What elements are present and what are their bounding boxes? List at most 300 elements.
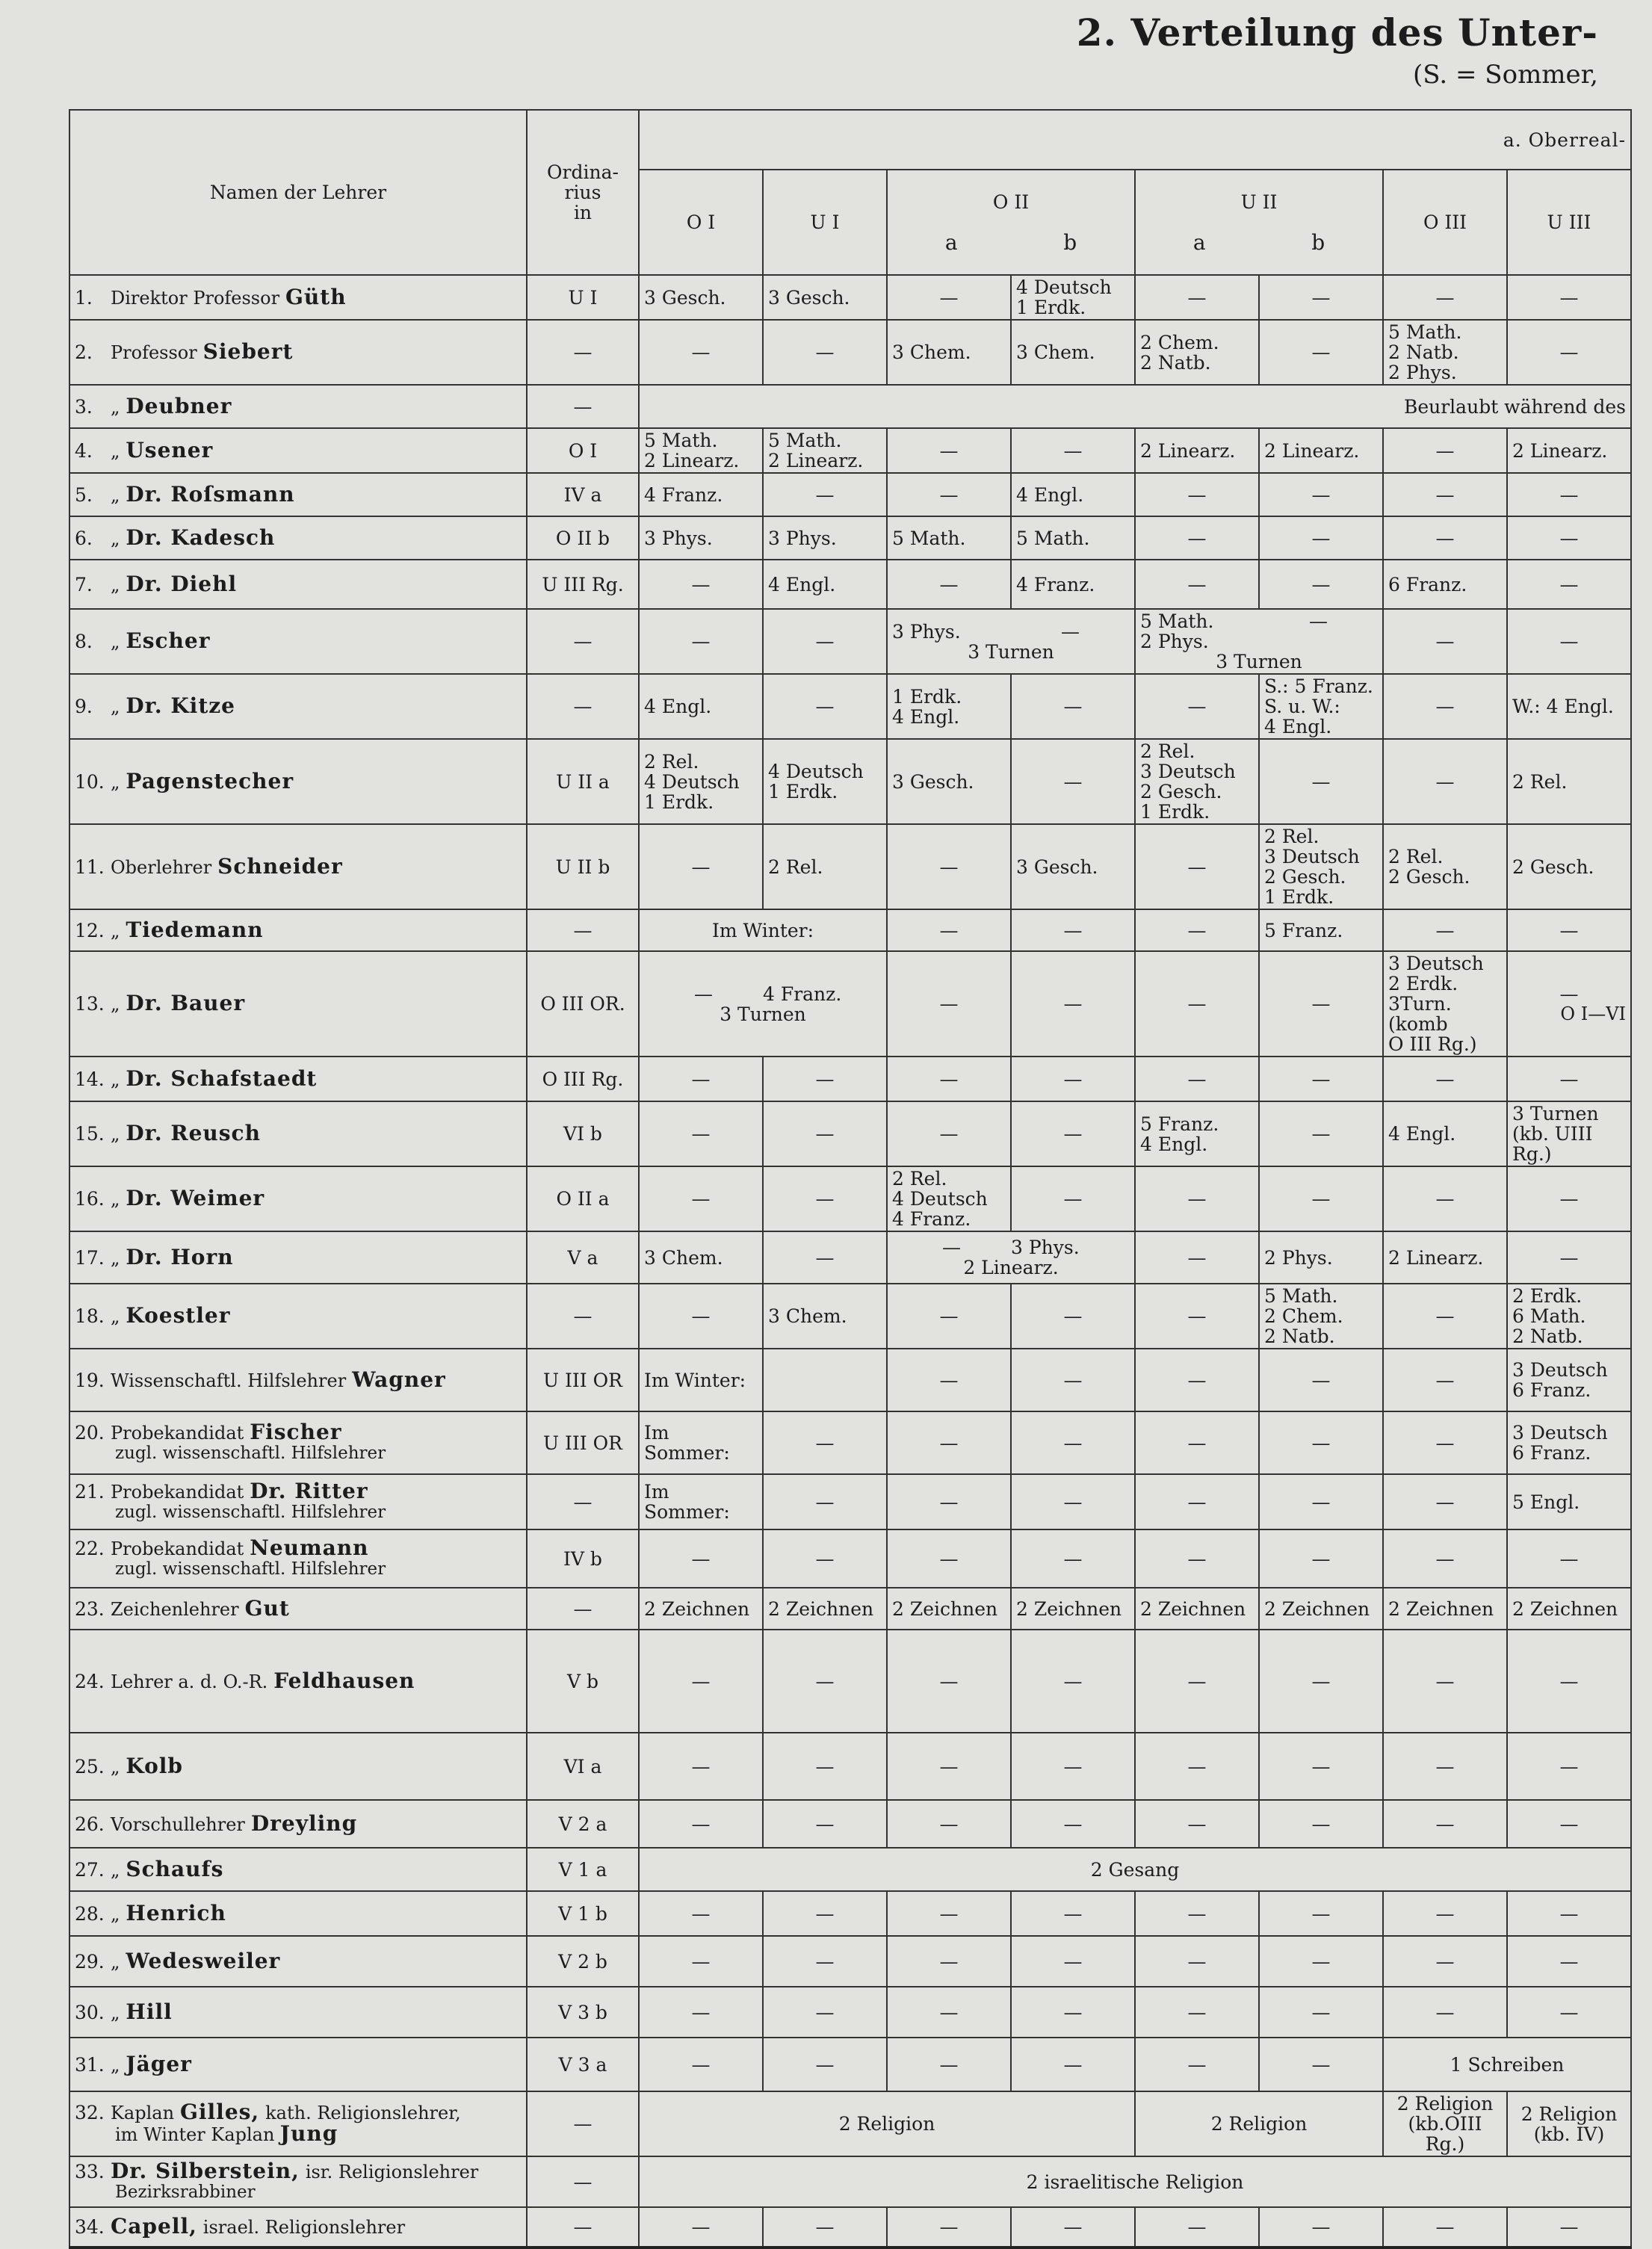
teacher-name-cell bbox=[69, 275, 527, 320]
lesson-cell-uiia: — bbox=[1135, 275, 1259, 320]
lesson-cell-oi: 3 Phys. bbox=[639, 516, 763, 560]
ordinarius-cell: — bbox=[527, 2207, 639, 2248]
teacher-name-cell bbox=[69, 1231, 527, 1284]
lesson-cell-uiib: — bbox=[1259, 951, 1383, 1057]
teacher-name-cell bbox=[69, 560, 527, 609]
lesson-cell-oi: — bbox=[639, 560, 763, 609]
row-number: 25. bbox=[75, 1755, 105, 1778]
lesson-cell-uiib: — bbox=[1259, 1057, 1383, 1101]
teacher-name: Hill bbox=[126, 1999, 173, 2024]
ordinarius-cell: V 2 b bbox=[527, 1936, 639, 1987]
teacher-name: Capell, bbox=[111, 2214, 197, 2239]
lesson-cell-oi: — bbox=[639, 1936, 763, 1987]
lesson-cell-oi: — bbox=[639, 1529, 763, 1588]
header-class-oii bbox=[887, 170, 1135, 275]
lesson-cell-oiii: — bbox=[1383, 1284, 1507, 1349]
row-number: 7. bbox=[75, 573, 93, 595]
header-class-uii bbox=[1135, 170, 1383, 275]
teacher-title: „ bbox=[111, 696, 120, 717]
lesson-cell-uiia: — bbox=[1135, 1411, 1259, 1474]
lesson-cell-oi: 3 Chem. bbox=[639, 1231, 763, 1284]
lesson-cell-oiib: — bbox=[1011, 951, 1135, 1057]
teacher-title: „ bbox=[111, 631, 120, 652]
teacher-title: Professor bbox=[111, 342, 197, 363]
teacher-name: Henrich bbox=[126, 1900, 226, 1925]
teacher-name: Siebert bbox=[202, 339, 294, 364]
lesson-cell-oiii: 4 Engl. bbox=[1383, 1101, 1507, 1166]
lesson-cell-uiii: — bbox=[1507, 560, 1631, 609]
lesson-cell-oiii: — bbox=[1383, 1411, 1507, 1474]
lesson-cell-oiib: — bbox=[1011, 1474, 1135, 1529]
table-row bbox=[69, 739, 1631, 824]
table-row bbox=[69, 2156, 1631, 2207]
teacher-name: Dr. Kitze bbox=[126, 693, 235, 718]
lesson-cell-oiia: — bbox=[887, 1936, 1011, 1987]
header-sub-a: a bbox=[944, 230, 958, 255]
header-ordinarius: Ordina- rius in bbox=[527, 110, 639, 275]
lesson-text: — bbox=[694, 983, 713, 1005]
lesson-cell-ui: 4 Engl. bbox=[763, 560, 887, 609]
lesson-cell-uiia: 2 Linearz. bbox=[1135, 428, 1259, 473]
table-row bbox=[69, 1101, 1631, 1166]
lesson-cell-uiii: 3 Turnen (kb. UIII Rg.) bbox=[1507, 1101, 1631, 1166]
lesson-cell-ui: 4 Deutsch 1 Erdk. bbox=[763, 739, 887, 824]
teacher-name: Feldhausen bbox=[273, 1668, 415, 1693]
teacher-title: „ bbox=[111, 528, 120, 549]
lesson-cell-ui: 3 Gesch. bbox=[763, 275, 887, 320]
lesson-cell-oiib: — bbox=[1011, 1349, 1135, 1411]
lesson-cell-uiii: — bbox=[1507, 1891, 1631, 1936]
ordinarius-cell: VI b bbox=[527, 1101, 639, 1166]
ordinarius-cell: V 1 b bbox=[527, 1891, 639, 1936]
ordinarius-cell: V 1 a bbox=[527, 1848, 639, 1891]
lesson-cell-uiii: — bbox=[1507, 275, 1631, 320]
ordinarius-cell: O I bbox=[527, 428, 639, 473]
lesson-cell-ui: — bbox=[763, 320, 887, 385]
lesson-cell-oiib: 3 Gesch. bbox=[1011, 824, 1135, 909]
lesson-cell-oiii: — bbox=[1383, 473, 1507, 516]
ordinarius-cell: V a bbox=[527, 1231, 639, 1284]
teacher-name-cell bbox=[69, 674, 527, 739]
lesson-cell-uiii: — bbox=[1507, 1733, 1631, 1800]
lesson-cell-oi: — bbox=[639, 1630, 763, 1733]
ordinarius-cell: — bbox=[527, 1588, 639, 1630]
ordinarius-cell: O III OR. bbox=[527, 951, 639, 1057]
row-number: 31. bbox=[75, 2053, 105, 2076]
lesson-cell-oiii: — bbox=[1383, 275, 1507, 320]
lesson-cell-oiib: — bbox=[1011, 674, 1135, 739]
table-row bbox=[69, 2207, 1631, 2248]
page-title: 2. Verteilung des Unter- bbox=[1076, 10, 1598, 55]
teacher-name: Neumann bbox=[250, 1535, 369, 1560]
teacher-name-cell bbox=[69, 909, 527, 951]
lesson-cell-ui: — bbox=[763, 1101, 887, 1166]
row-number: 18. bbox=[75, 1305, 105, 1327]
teacher-role: israel. Religionslehrer bbox=[202, 2217, 406, 2238]
lesson-cell-oiii: — bbox=[1383, 1474, 1507, 1529]
header-class-ui: U I bbox=[763, 170, 887, 275]
lesson-cell-oi: — bbox=[639, 320, 763, 385]
row-number: 16. bbox=[75, 1188, 105, 1210]
teacher-title: „ bbox=[111, 994, 120, 1015]
teacher-subtitle: zugl. wissenschaftl. Hilfslehrer bbox=[115, 1559, 386, 1579]
teacher-name-cell bbox=[69, 1848, 527, 1891]
ordinarius-cell: V 3 a bbox=[527, 2038, 639, 2091]
row-number: 30. bbox=[75, 2001, 105, 2023]
row-number: 11. bbox=[75, 856, 105, 878]
teacher-title: „ bbox=[111, 396, 120, 418]
lesson-cell-uiib: — bbox=[1259, 516, 1383, 560]
lesson-cell-oiii: — bbox=[1383, 674, 1507, 739]
lesson-cell-uiii: — bbox=[1507, 1800, 1631, 1848]
lesson-text: — bbox=[1309, 610, 1328, 632]
lesson-cell-uiia: 2 Zeichnen bbox=[1135, 1588, 1259, 1630]
teacher-title: Probekandidat bbox=[111, 1482, 244, 1503]
lesson-cell-uiii: — bbox=[1507, 320, 1631, 385]
teacher-name-cell bbox=[69, 609, 527, 674]
lesson-cell-oiia: — bbox=[887, 1800, 1011, 1848]
ordinarius-cell: V 2 a bbox=[527, 1800, 639, 1848]
teacher-name: Escher bbox=[126, 628, 211, 653]
lesson-span-cell bbox=[887, 1231, 1135, 1284]
lesson-cell-ui: — bbox=[763, 1231, 887, 1284]
lesson-cell-oiia: — bbox=[887, 1891, 1011, 1936]
lesson-cell-oiii: — bbox=[1383, 1936, 1507, 1987]
lesson-cell-uiia: 2 Chem. 2 Natb. bbox=[1135, 320, 1259, 385]
teacher-name: Dr. Horn bbox=[126, 1244, 234, 1269]
lesson-span-cell: 1 Schreiben bbox=[1383, 2038, 1631, 2091]
row-number: 2. bbox=[75, 341, 93, 363]
lesson-cell-uiia: — bbox=[1135, 1349, 1259, 1411]
lesson-cell-oiib: — bbox=[1011, 909, 1135, 951]
lesson-cell-oi: — bbox=[639, 824, 763, 909]
ordinarius-cell: VI a bbox=[527, 1733, 639, 1800]
lesson-cell-oi: 4 Engl. bbox=[639, 674, 763, 739]
lesson-cell-ui: — bbox=[763, 1529, 887, 1588]
lesson-cell-uiia: — bbox=[1135, 1474, 1259, 1529]
lesson-cell-uiii: 2 Rel. bbox=[1507, 739, 1631, 824]
teacher-name-cell bbox=[69, 1733, 527, 1800]
lesson-cell-oiia: — bbox=[887, 2038, 1011, 2091]
lesson-cell-ui: — bbox=[763, 1987, 887, 2038]
lesson-span-cell bbox=[639, 951, 887, 1057]
lesson-cell-oi: — bbox=[639, 1800, 763, 1848]
teacher-name: Gut bbox=[244, 1595, 290, 1621]
row-number: 17. bbox=[75, 1246, 105, 1269]
ordinarius-cell: O II a bbox=[527, 1166, 639, 1231]
lesson-cell-uiia: — bbox=[1135, 1284, 1259, 1349]
lesson-cell-oiia: — bbox=[887, 1101, 1011, 1166]
lesson-cell-oiia: — bbox=[887, 560, 1011, 609]
header-class-oi: O I bbox=[639, 170, 763, 275]
table-row bbox=[69, 1630, 1631, 1733]
table-row bbox=[69, 2091, 1631, 2156]
lesson-span-cell bbox=[887, 609, 1135, 674]
lesson-cell-oi: — bbox=[639, 1891, 763, 1936]
lesson-cell-uiib: — bbox=[1259, 2207, 1383, 2248]
lesson-cell-oiia: — bbox=[887, 428, 1011, 473]
teacher-name: Schneider bbox=[217, 853, 343, 879]
lesson-cell-uiia: — bbox=[1135, 560, 1259, 609]
lesson-cell-oiib: — bbox=[1011, 1733, 1135, 1800]
lesson-cell-uiib: — bbox=[1259, 1349, 1383, 1411]
lesson-cell-oiia: — bbox=[887, 1057, 1011, 1101]
lesson-cell-uiii: — bbox=[1507, 1057, 1631, 1101]
lesson-cell-oiib: — bbox=[1011, 1411, 1135, 1474]
lesson-cell-oi: — bbox=[639, 1101, 763, 1166]
lesson-cell-uiia: — bbox=[1135, 674, 1259, 739]
lesson-cell-oiia: — bbox=[887, 275, 1011, 320]
lesson-cell-oiia: 5 Math. bbox=[887, 516, 1011, 560]
lesson-text: 2 Linearz. bbox=[963, 1257, 1059, 1278]
lesson-cell-oiia: — bbox=[887, 2207, 1011, 2248]
lesson-cell-uiii: 3 Deutsch 6 Franz. bbox=[1507, 1349, 1631, 1411]
ordinarius-cell: — bbox=[527, 320, 639, 385]
lesson-text: — bbox=[942, 1237, 961, 1258]
row-number: 20. bbox=[75, 1422, 105, 1444]
lesson-cell-uiib: 2 Phys. bbox=[1259, 1231, 1383, 1284]
lesson-cell-uiib: 5 Math. 2 Chem. 2 Natb. bbox=[1259, 1284, 1383, 1349]
lesson-cell-oiii: 2 Religion (kb.OIII Rg.) bbox=[1383, 2091, 1507, 2156]
lesson-cell-uiib: — bbox=[1259, 739, 1383, 824]
row-number: 14. bbox=[75, 1068, 105, 1090]
lesson-cell-uiib: — bbox=[1259, 275, 1383, 320]
lesson-cell-oiii: 3 Deutsch 2 Erdk. 3Turn.(komb O III Rg.) bbox=[1383, 951, 1507, 1057]
teacher-title: „ bbox=[111, 1756, 120, 1778]
lesson-cell-oiib: 2 Zeichnen bbox=[1011, 1588, 1135, 1630]
table-row bbox=[69, 824, 1631, 909]
lesson-cell-oiia: — bbox=[887, 824, 1011, 909]
row-number: 34. bbox=[75, 2216, 105, 2238]
lesson-cell-uiia: — bbox=[1135, 1891, 1259, 1936]
row-number: 8. bbox=[75, 631, 93, 652]
teacher-title: „ bbox=[111, 1859, 120, 1881]
row-number: 33. bbox=[75, 2161, 105, 2183]
lesson-cell-oiia: 3 Chem. bbox=[887, 320, 1011, 385]
row-number: 5. bbox=[75, 483, 93, 506]
lesson-span-cell: 2 israelitische Religion bbox=[639, 2156, 1631, 2207]
lesson-text: 3 Turnen bbox=[968, 640, 1054, 663]
lesson-cell-oiia: 3 Gesch. bbox=[887, 739, 1011, 824]
lesson-cell-uiib: — bbox=[1259, 1987, 1383, 2038]
teacher-name-cell bbox=[69, 2038, 527, 2091]
lesson-text: 5 Math. 2 Phys. bbox=[1140, 610, 1214, 652]
table-row bbox=[69, 1057, 1631, 1101]
lesson-cell-oi: 2 Zeichnen bbox=[639, 1588, 763, 1630]
ordinarius-cell: — bbox=[527, 1474, 639, 1529]
ordinarius-cell: V 3 b bbox=[527, 1987, 639, 2038]
lesson-cell-uiib: — bbox=[1259, 1529, 1383, 1588]
lesson-cell-uiii: — bbox=[1507, 1166, 1631, 1231]
lesson-cell-uiib: 5 Franz. bbox=[1259, 909, 1383, 951]
lesson-cell-oi: 3 Gesch. bbox=[639, 275, 763, 320]
lesson-cell-oiib: — bbox=[1011, 1630, 1135, 1733]
ordinarius-cell: — bbox=[527, 1284, 639, 1349]
lesson-cell-oiia: 2 Rel. 4 Deutsch 4 Franz. bbox=[887, 1166, 1011, 1231]
row-number: 12. bbox=[75, 919, 105, 941]
ordinarius-cell: U III OR bbox=[527, 1411, 639, 1474]
page-subtitle: (S. = Sommer, bbox=[1413, 60, 1598, 90]
lesson-cell-oiib: — bbox=[1011, 1800, 1135, 1848]
lesson-cell-uiib: S.: 5 Franz. S. u. W.: 4 Engl. bbox=[1259, 674, 1383, 739]
lesson-cell-oiii: — bbox=[1383, 1891, 1507, 1936]
lesson-cell-uiib: — bbox=[1259, 473, 1383, 516]
table-row bbox=[69, 275, 1631, 320]
lesson-cell-ui: — bbox=[763, 1411, 887, 1474]
lesson-cell-uiii: — bbox=[1507, 473, 1631, 516]
teacher-name: Schaufs bbox=[126, 1856, 224, 1881]
lesson-cell-oiib: 4 Engl. bbox=[1011, 473, 1135, 516]
lesson-cell-uiia: — bbox=[1135, 1936, 1259, 1987]
lesson-text: 3 Phys. bbox=[1011, 1237, 1080, 1258]
table-row bbox=[69, 1936, 1631, 1987]
lesson-cell-oi: — bbox=[639, 2038, 763, 2091]
lesson-cell-uiib: — bbox=[1259, 1474, 1383, 1529]
lesson-cell-oiib: — bbox=[1011, 739, 1135, 824]
lesson-cell-uiii: — bbox=[1507, 1529, 1631, 1588]
teacher-name-cell bbox=[69, 385, 527, 428]
lesson-span-cell: Im Winter: bbox=[639, 909, 887, 951]
lesson-cell-ui: 3 Phys. bbox=[763, 516, 887, 560]
header-class-oiii: O III bbox=[1383, 170, 1507, 275]
lesson-cell-uiii: — bbox=[1507, 909, 1631, 951]
lesson-cell-oiia: — bbox=[887, 951, 1011, 1057]
lesson-cell-uiii: 2 Erdk. 6 Math. 2 Natb. bbox=[1507, 1284, 1631, 1349]
lesson-span-cell: 2 Religion bbox=[639, 2091, 1135, 2156]
lesson-cell-oiii: — bbox=[1383, 1630, 1507, 1733]
teacher-name: Kolb bbox=[126, 1753, 184, 1778]
lesson-cell-ui: — bbox=[763, 674, 887, 739]
lesson-cell-oi: — bbox=[639, 1057, 763, 1101]
lesson-cell-uiia: 5 Franz. 4 Engl. bbox=[1135, 1101, 1259, 1166]
teacher-name: Gilles, bbox=[180, 2100, 260, 2124]
lesson-cell-uiib: 2 Linearz. bbox=[1259, 428, 1383, 473]
teacher-name-cell bbox=[69, 1936, 527, 1987]
row-number: 21. bbox=[75, 1481, 105, 1503]
lesson-cell-ui bbox=[763, 1349, 887, 1411]
lesson-cell-oiib: 3 Chem. bbox=[1011, 320, 1135, 385]
lesson-cell-uiii: 5 Engl. bbox=[1507, 1474, 1631, 1529]
lesson-cell-oiia: — bbox=[887, 1529, 1011, 1588]
row-number: 9. bbox=[75, 696, 93, 717]
lesson-cell-ui: — bbox=[763, 1800, 887, 1848]
row-number: 27. bbox=[75, 1858, 105, 1881]
lesson-cell-oiii: — bbox=[1383, 609, 1507, 674]
lesson-cell-uiib: 2 Zeichnen bbox=[1259, 1588, 1383, 1630]
lesson-cell-oiii: — bbox=[1383, 1349, 1507, 1411]
row-number: 22. bbox=[75, 1538, 105, 1559]
ordinarius-cell: — bbox=[527, 2091, 639, 2156]
teacher-name: Koestler bbox=[126, 1303, 231, 1328]
table-row bbox=[69, 1848, 1631, 1891]
teacher-name-cell bbox=[69, 739, 527, 824]
teacher-name-cell bbox=[69, 320, 527, 385]
lesson-cell-uiii: — bbox=[1507, 1987, 1631, 2038]
header-sub-b: b bbox=[1063, 230, 1077, 255]
teacher-title: „ bbox=[111, 920, 120, 941]
table-row bbox=[69, 1284, 1631, 1349]
lesson-cell-uiib: — bbox=[1259, 1733, 1383, 1800]
lesson-cell-uiia: — bbox=[1135, 2207, 1259, 2248]
teacher-name: Tiedemann bbox=[126, 917, 264, 942]
row-number: 3. bbox=[75, 395, 93, 418]
table-row bbox=[69, 609, 1631, 674]
lesson-cell-oi: 2 Rel. 4 Deutsch 1 Erdk. bbox=[639, 739, 763, 824]
teacher-title: „ bbox=[111, 771, 120, 793]
teacher-title: „ bbox=[111, 574, 120, 595]
lesson-cell-oiii: — bbox=[1383, 2207, 1507, 2248]
lesson-cell-oiia: — bbox=[887, 1284, 1011, 1349]
table-body bbox=[69, 275, 1631, 2248]
teacher-name-cell bbox=[69, 1987, 527, 2038]
lesson-cell-oiia: 1 Erdk. 4 Engl. bbox=[887, 674, 1011, 739]
teacher-subtitle-text: im Winter Kaplan bbox=[115, 2124, 275, 2145]
ordinarius-cell: IV a bbox=[527, 473, 639, 516]
teacher-name-cell bbox=[69, 1349, 527, 1411]
lesson-span-cell: Beurlaubt während des bbox=[639, 385, 1631, 428]
teacher-name: Dreyling bbox=[250, 1810, 358, 1836]
header-teacher-names: Namen der Lehrer bbox=[69, 110, 527, 275]
teacher-title: „ bbox=[111, 2054, 120, 2076]
header-sub-b: b bbox=[1311, 230, 1325, 255]
teacher-name: Usener bbox=[126, 437, 214, 463]
lesson-cell-oiib: 4 Franz. bbox=[1011, 560, 1135, 609]
lesson-cell-oiib: — bbox=[1011, 1057, 1135, 1101]
lesson-cell-uiii: W.: 4 Engl. bbox=[1507, 674, 1631, 739]
lesson-cell-ui: — bbox=[763, 1057, 887, 1101]
lesson-cell-oiia: 2 Zeichnen bbox=[887, 1588, 1011, 1630]
header-class-uiii: U III bbox=[1507, 170, 1631, 275]
table-row bbox=[69, 1474, 1631, 1529]
lesson-cell-oiib: — bbox=[1011, 1166, 1135, 1231]
teacher-name: Dr. Diehl bbox=[126, 571, 238, 596]
lesson-cell-ui: — bbox=[763, 1166, 887, 1231]
lesson-cell-uiia: — bbox=[1135, 1231, 1259, 1284]
header-class-uii-label: U II bbox=[1240, 191, 1278, 213]
teacher-name-cell bbox=[69, 1891, 527, 1936]
teacher-name-cell bbox=[69, 2156, 527, 2207]
lesson-cell-uiii: 2 Linearz. bbox=[1507, 428, 1631, 473]
teacher-title: „ bbox=[111, 1306, 120, 1327]
table-row bbox=[69, 1891, 1631, 1936]
teacher-name-cell bbox=[69, 2207, 527, 2248]
table-row bbox=[69, 1166, 1631, 1231]
lesson-cell-oiia: — bbox=[887, 1411, 1011, 1474]
lesson-cell-oiib: — bbox=[1011, 1891, 1135, 1936]
lesson-cell-oiii: — bbox=[1383, 1529, 1507, 1588]
lesson-cell-ui: — bbox=[763, 2038, 887, 2091]
teacher-title: Vorschullehrer bbox=[111, 1813, 245, 1835]
ordinarius-cell: V b bbox=[527, 1630, 639, 1733]
teacher-name: Dr. Ritter bbox=[250, 1479, 368, 1503]
lesson-cell-uiia: — bbox=[1135, 1630, 1259, 1733]
lesson-cell-oiii: — bbox=[1383, 1166, 1507, 1231]
teacher-title: Probekandidat bbox=[111, 1423, 244, 1444]
lesson-cell-oi: Im Winter: bbox=[639, 1349, 763, 1411]
ordinarius-cell: U III Rg. bbox=[527, 560, 639, 609]
lesson-cell-uiia: — bbox=[1135, 824, 1259, 909]
table-row bbox=[69, 2038, 1631, 2091]
lesson-cell-uiii: 2 Religion (kb. IV) bbox=[1507, 2091, 1631, 2156]
teacher-title: „ bbox=[111, 1903, 120, 1925]
lesson-cell-uiia: — bbox=[1135, 473, 1259, 516]
lesson-cell-uiii: 2 Zeichnen bbox=[1507, 1588, 1631, 1630]
lesson-cell-oiii: 5 Math. 2 Natb. 2 Phys. bbox=[1383, 320, 1507, 385]
row-number: 13. bbox=[75, 993, 105, 1015]
row-number: 6. bbox=[75, 527, 93, 549]
teacher-role: isr. Religionslehrer bbox=[305, 2162, 479, 2183]
lesson-note: O I—VI bbox=[1560, 1003, 1627, 1024]
